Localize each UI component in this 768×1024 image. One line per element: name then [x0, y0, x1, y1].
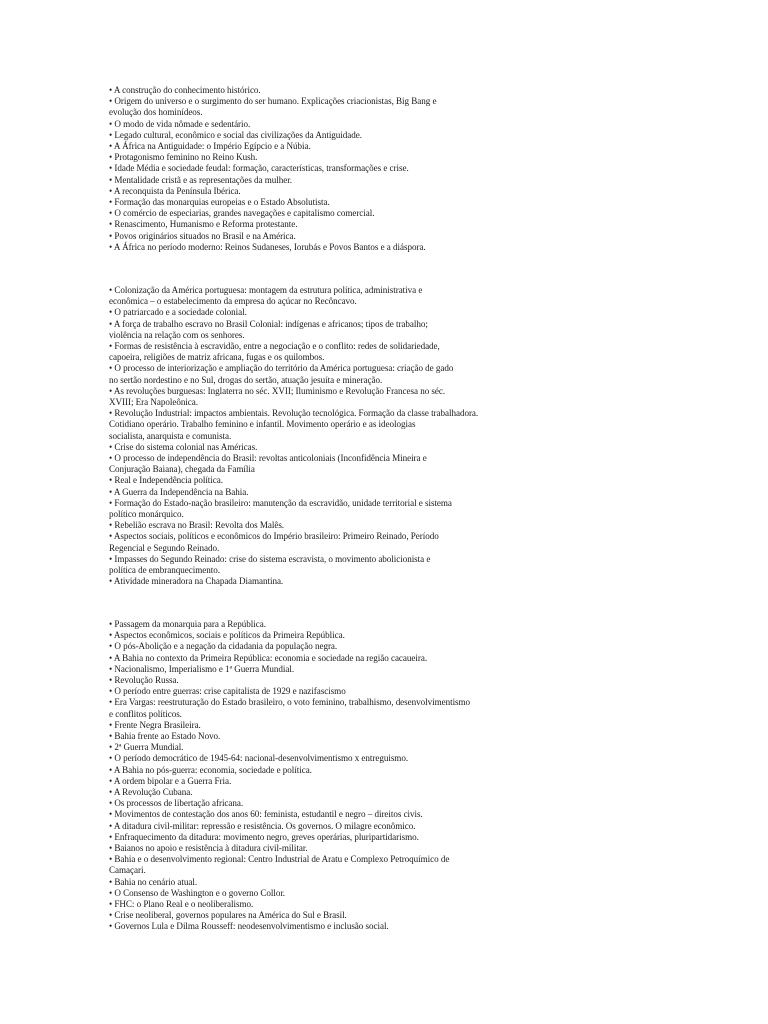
text-line: • Os processos de libertação africana.: [109, 798, 244, 809]
text-line: • A ordem bipolar e a Guerra Fria.: [109, 775, 232, 786]
text-line: • Crise do sistema colonial nas Américas.: [109, 441, 258, 452]
text-line: • Impasses do Segundo Reinado: crise do sistema escravista, o movimento abolicionista e: [109, 553, 431, 564]
text-line: • Aspectos sociais, políticos e econômicos do Império brasileiro: Primeiro Reinado, Período: [109, 531, 439, 542]
text-line: • 2ª Guerra Mundial.: [109, 742, 184, 753]
text-line: • A África no período moderno: Reinos Sudaneses, Iorubás e Povos Bantos e a diáspora.: [109, 241, 426, 252]
text-line: • Nacionalismo, Imperialismo e 1ª Guerra Mundial.: [109, 663, 295, 674]
text-line: • FHC: o Plano Real e o neoliberalismo.: [109, 899, 254, 910]
text-line: e conflitos políticos.: [109, 708, 182, 719]
text-line: evolução dos hominídeos.: [109, 107, 203, 118]
text-line: • A Bahia no contexto da Primeira República: economia e sociedade na região cacaueira.: [109, 652, 428, 663]
text-line: • Renascimento, Humanismo e Reforma protestante.: [109, 219, 298, 230]
text-line: Camaçari.: [109, 865, 146, 876]
text-line: • O período entre guerras: crise capitalista de 1929 e nazifascismo: [109, 686, 346, 697]
text-line: • Movimentos de contestação dos anos 60: feminista, estudantil e negro – direitos civis.: [109, 809, 423, 820]
text-line: • O pós-Abolição e a negação da cidadania da população negra.: [109, 641, 338, 652]
text-line: • Crise neoliberal, governos populares na América do Sul e Brasil.: [109, 910, 347, 921]
text-line: • A ditadura civil-militar: repressão e resistência. Os governos. O milagre econômico.: [109, 820, 416, 831]
text-line: • Idade Média e sociedade feudal: formação, características, transformações e crise.: [109, 163, 409, 174]
text-line: • Origem do universo e o surgimento do ser humano. Explicações criacionistas, Big Bang e: [109, 96, 437, 107]
text-line: • Formação das monarquias europeias e o Estado Absolutista.: [109, 197, 330, 208]
text-line: • A Guerra da Independência na Bahia.: [109, 486, 249, 497]
text-line: • Passagem da monarquia para a República.: [109, 619, 266, 629]
text-line: • Revolução Industrial: impactos ambientais. Revolução tecnológica. Formação da classe trabalhadora.: [109, 408, 479, 419]
text-line: • Frente Negra Brasileira.: [109, 719, 201, 730]
section-3: [109, 619, 529, 933]
text-line: • O período democrático de 1945-64: nacional-desenvolvimentismo x entreguismo.: [109, 753, 409, 764]
text-line: • A Bahia no pós-guerra: economia, sociedade e política.: [109, 764, 312, 775]
text-line: • A reconquista da Península Ibérica.: [109, 185, 241, 196]
text-line: • Protagonismo feminino no Reino Kush.: [109, 152, 258, 163]
text-line: • O patriarcado e a sociedade colonial.: [109, 307, 247, 318]
text-line: • Mentalidade cristã e as representações da mulher.: [109, 174, 292, 185]
text-line: • Aspectos econômicos, sociais e políticos da Primeira República.: [109, 630, 345, 641]
text-line: Regencial e Segundo Reinado.: [109, 542, 220, 553]
text-line: • Governos Lula e Dilma Rousseff: neodesenvolvimentismo e inclusão social.: [109, 921, 389, 932]
text-line: violência na relação com os senhores.: [109, 329, 245, 340]
text-line: política de embranquecimento.: [109, 565, 220, 576]
text-line: • Era Vargas: reestruturação do Estado brasileiro, o voto feminino, trabalhismo, desenvolvimentismo: [109, 697, 471, 708]
text-line: • O processo de interiorização e ampliação do território da América portuguesa: criação de gado: [109, 363, 454, 374]
text-line: econômica – o estabelecimento da empresa do açúcar no Recôncavo.: [109, 296, 357, 307]
text-line: • Bahia frente ao Estado Novo.: [109, 731, 221, 742]
text-line: • Bahia no cenário atual.: [109, 876, 198, 887]
text-line: • Atividade mineradora na Chapada Diamantina.: [109, 576, 284, 587]
text-line: no sertão nordestino e no Sul, drogas do sertão, atuação jesuíta e mineração.: [109, 374, 383, 385]
text-line: • Real e Independência política.: [109, 475, 223, 486]
text-line: • A África na Antiguidade: o Império Egípcio e a Núbia.: [109, 141, 311, 152]
text-line: • O Consenso de Washington e o governo Collor.: [109, 887, 286, 898]
text-line: • A Revolução Cubana.: [109, 787, 193, 798]
text-line: • Revolução Russa.: [109, 675, 179, 686]
text-line: • O comércio de especiarias, grandes navegações e capitalismo comercial.: [109, 208, 375, 219]
text-line: • Povos originários situados no Brasil e na América.: [109, 230, 296, 241]
text-line: Conjuração Baiana), chegada da Família: [109, 464, 255, 475]
text-line: • O processo de independência do Brasil: revoltas anticoloniais (Inconfidência Mineira e: [109, 453, 427, 464]
text-line: • Colonização da América portuguesa: montagem da estrutura política, administrativa e: [109, 285, 423, 295]
text-line: • A construção do conhecimento histórico.: [109, 85, 261, 95]
text-line: • Legado cultural, econômico e social das civilizações da Antiguidade.: [109, 129, 362, 140]
text-line: • Enfraquecimento da ditadura: movimento negro, greves operárias, pluripartidarismo.: [109, 831, 419, 842]
text-line: • Baianos no apoio e resistência à ditadura civil-militar.: [109, 843, 308, 854]
text-line: • Formação do Estado-nação brasileiro: manutenção da escravidão, unidade territorial e sistema: [109, 497, 452, 508]
section-2: [109, 285, 529, 587]
text-line: • Formas de resistência à escravidão, entre a negociação e o conflito: redes de solidariedade,: [109, 341, 440, 352]
text-line: Cotidiano operário. Trabalho feminino e infantil. Movimento operário e as ideologias: [109, 419, 416, 430]
text-line: • A força de trabalho escravo no Brasil Colonial: indígenas e africanos; tipos de trabalho;: [109, 318, 428, 329]
text-line: • Bahia e o desenvolvimento regional: Centro Industrial de Aratu e Complexo Petroquímico de: [109, 854, 450, 865]
text-line: • Rebelião escrava no Brasil: Revolta dos Malês.: [109, 520, 285, 531]
text-line: capoeira, religiões de matriz africana, fugas e os quilombos.: [109, 352, 325, 363]
text-line: XVIII; Era Napoleônica.: [109, 397, 198, 408]
text-line: socialista, anarquista e comunista.: [109, 430, 232, 441]
section-1: [109, 85, 529, 253]
text-line: político monárquico.: [109, 509, 184, 520]
text-line: • As revoluções burguesas: Inglaterra no séc. XVII; Iluminismo e Revolução Francesa no séc.: [109, 385, 446, 396]
text-line: • O modo de vida nômade e sedentário.: [109, 118, 251, 129]
